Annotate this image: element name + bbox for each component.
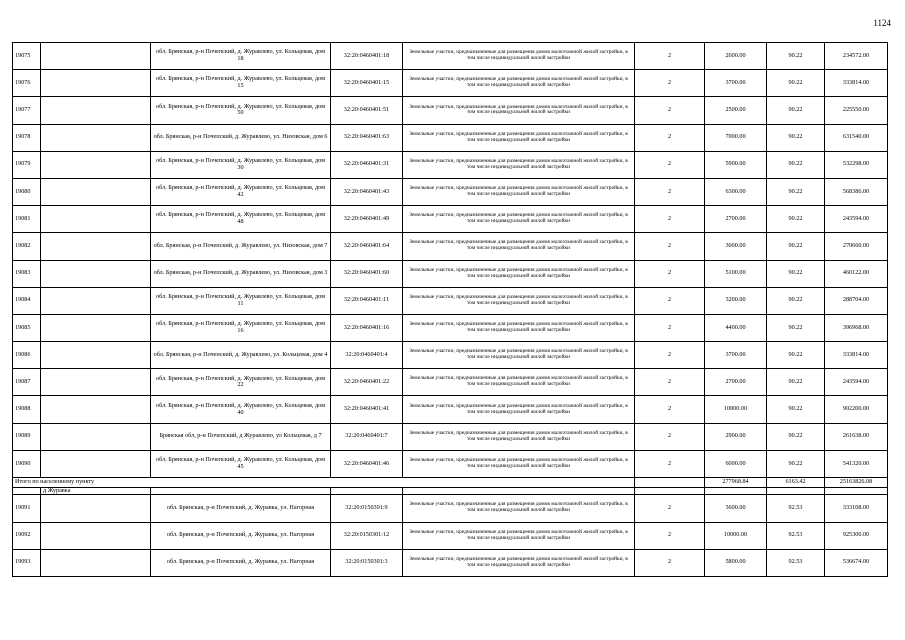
empty-cell (41, 124, 151, 151)
specific-value: 90.22 (767, 314, 825, 341)
record-number: 19081 (13, 206, 41, 233)
address-cell: обл. Брянская, р-н Почепский, д. Журавлево, ул. Кольцевая, дом 40 (151, 396, 331, 423)
table-row (13, 97, 888, 124)
address-cell: обл. Брянская, р-н Почепский, д. Журавлево, ул. Кольцевая, дом 42 (151, 178, 331, 205)
empty-cell (41, 97, 151, 124)
total-value: 25163826.08 (825, 478, 888, 488)
table-row (13, 450, 888, 477)
total-area: 277968.84 (705, 478, 767, 488)
cadastral-number: 32:20:0460401:22 (331, 369, 403, 396)
settlement-empty-cell (151, 487, 331, 495)
area-value: 2700.00 (705, 369, 767, 396)
address-cell: обл. Брянская, р-н Почепский, д. Журавлево, ул. Кольцевая, дом 50 (151, 97, 331, 124)
cadastral-number: 32:20:0460401:18 (331, 43, 403, 70)
cadastral-value: 460122.00 (825, 260, 888, 287)
land-registry-table (12, 42, 888, 577)
total-group-cell (635, 478, 705, 488)
empty-cell (41, 206, 151, 233)
settlement-empty-cell (331, 487, 403, 495)
land-use-type: Земельные участки, предназначенные для размещения домов малоэтажной жилой застройки, в том числе индивидуальной жилой застройки (403, 369, 635, 396)
area-value: 2700.00 (705, 206, 767, 233)
cadastral-value: 536674.00 (825, 549, 888, 576)
group-number: 2 (635, 495, 705, 522)
specific-value: 90.22 (767, 233, 825, 260)
cadastral-number: 32:20:0460401:46 (331, 450, 403, 477)
address-cell: обл. Брянская, р-н Почепский, д. Журавлево, ул. Кольцевая, дом 18 (151, 43, 331, 70)
specific-value: 90.22 (767, 97, 825, 124)
record-number: 19087 (13, 369, 41, 396)
settlement-total-row (13, 478, 888, 488)
cadastral-number: 32:20:0460401:7 (331, 423, 403, 450)
cadastral-value: 902200.00 (825, 396, 888, 423)
specific-value: 90.22 (767, 178, 825, 205)
empty-cell (41, 178, 151, 205)
address-cell: обл. Брянская, р-н Почепский, д. Журавка, ул. Нагорная (151, 495, 331, 522)
empty-cell (41, 369, 151, 396)
cadastral-value: 925300.00 (825, 522, 888, 549)
table-row (13, 124, 888, 151)
land-use-type: Земельные участки, предназначенные для размещения домов малоэтажной жилой застройки, в том числе индивидуальной жилой застройки (403, 450, 635, 477)
land-use-type: Земельные участки, предназначенные для размещения домов малоэтажной жилой застройки, в том числе индивидуальной жилой застройки (403, 314, 635, 341)
land-use-type: Земельные участки, предназначенные для размещения домов малоэтажной жилой застройки, в том числе индивидуальной жилой застройки (403, 151, 635, 178)
address-cell: обл. Брянская, р-н Почепский, д. Журавлево, ул. Кольцевая, дом 48 (151, 206, 331, 233)
specific-value: 90.22 (767, 70, 825, 97)
address-cell: обл. Брянская, р-н Почепский, д. Журавлево, ул. Низовская, дом 6 (151, 124, 331, 151)
cadastral-number: 32:20:0460401:43 (331, 178, 403, 205)
cadastral-value: 270660.00 (825, 233, 888, 260)
address-cell: обл. Брянская, р-н Почепский, д. Журавлево, ул. Низовская, дом 7 (151, 233, 331, 260)
land-use-type: Земельные участки, предназначенные для размещения домов малоэтажной жилой застройки, в том числе индивидуальной жилой застройки (403, 260, 635, 287)
land-use-type: Земельные участки, предназначенные для размещения домов малоэтажной жилой застройки, в том числе индивидуальной жилой застройки (403, 70, 635, 97)
cadastral-number: 32:20:0460401:15 (331, 70, 403, 97)
empty-cell (41, 70, 151, 97)
page-number: 1124 (873, 18, 891, 28)
land-use-type: Земельные участки, предназначенные для размещения домов малоэтажной жилой застройки, в том числе индивидуальной жилой застройки (403, 287, 635, 314)
area-value: 6000.00 (705, 450, 767, 477)
group-number: 2 (635, 97, 705, 124)
cadastral-value: 234572.00 (825, 43, 888, 70)
record-number: 19090 (13, 450, 41, 477)
specific-value: 90.22 (767, 342, 825, 369)
address-cell: обл. Брянская, р-н Почепский, д. Журавлево, ул. Кольцевая, дом 4 (151, 342, 331, 369)
record-number: 19089 (13, 423, 41, 450)
table-row (13, 206, 888, 233)
record-number: 19082 (13, 233, 41, 260)
cadastral-number: 32:20:0150301:12 (331, 522, 403, 549)
table-row (13, 495, 888, 522)
empty-cell (41, 549, 151, 576)
record-number: 19077 (13, 97, 41, 124)
empty-cell (41, 287, 151, 314)
group-number: 2 (635, 423, 705, 450)
empty-cell (41, 43, 151, 70)
table-body-zhuravka (13, 495, 888, 577)
area-value: 4400.00 (705, 314, 767, 341)
table-row (13, 70, 888, 97)
address-cell: обл. Брянская, р-н Почепский, д. Журавка, ул. Нагорная (151, 549, 331, 576)
specific-value: 90.22 (767, 124, 825, 151)
group-number: 2 (635, 549, 705, 576)
record-number: 19075 (13, 43, 41, 70)
settlement-empty-cell (403, 487, 635, 495)
group-number: 2 (635, 396, 705, 423)
table-row (13, 369, 888, 396)
group-number: 2 (635, 70, 705, 97)
empty-cell (41, 396, 151, 423)
cadastral-value: 568386.00 (825, 178, 888, 205)
table-row (13, 233, 888, 260)
record-number: 19086 (13, 342, 41, 369)
settlement-name: д Журавка (41, 487, 151, 495)
area-value: 6300.00 (705, 178, 767, 205)
record-number: 19079 (13, 151, 41, 178)
group-number: 2 (635, 522, 705, 549)
group-number: 2 (635, 206, 705, 233)
land-use-type: Земельные участки, предназначенные для размещения домов малоэтажной жилой застройки, в том числе индивидуальной жилой застройки (403, 233, 635, 260)
table-row (13, 522, 888, 549)
record-number: 19076 (13, 70, 41, 97)
settlement-header-row (13, 487, 888, 495)
cadastral-value: 333814.00 (825, 342, 888, 369)
specific-value: 90.22 (767, 396, 825, 423)
record-number: 19080 (13, 178, 41, 205)
specific-value: 92.53 (767, 522, 825, 549)
cadastral-value: 225550.00 (825, 97, 888, 124)
table-row (13, 549, 888, 576)
cadastral-number: 32:20:0460401:11 (331, 287, 403, 314)
area-value: 3000.00 (705, 233, 767, 260)
table-row (13, 396, 888, 423)
specific-value: 90.22 (767, 369, 825, 396)
cadastral-value: 333814.00 (825, 70, 888, 97)
group-number: 2 (635, 43, 705, 70)
address-cell: обл. Брянская, р-н Почепский, д. Журавлево, ул. Кольцевая, дом 15 (151, 70, 331, 97)
area-value: 7000.00 (705, 124, 767, 151)
land-use-type: Земельные участки, предназначенные для размещения домов малоэтажной жилой застройки, в том числе индивидуальной жилой застройки (403, 495, 635, 522)
address-cell: обл. Брянская, р-н Почепский, д. Журавлево, ул. Кольцевая, дом 11 (151, 287, 331, 314)
record-number: 19078 (13, 124, 41, 151)
settlement-empty-cell (767, 487, 825, 495)
record-number: 19084 (13, 287, 41, 314)
group-number: 2 (635, 450, 705, 477)
specific-value: 90.22 (767, 423, 825, 450)
empty-cell (41, 522, 151, 549)
cadastral-number: 32:20:0460401:51 (331, 97, 403, 124)
cadastral-number: 32:20:0460401:63 (331, 124, 403, 151)
cadastral-number: 32:20:0460401:49 (331, 206, 403, 233)
address-cell: обл. Брянская, р-н Почепский, д. Журавлево, ул. Кольцевая, дом 30 (151, 151, 331, 178)
table-row (13, 151, 888, 178)
cadastral-number: 32:20:0460401:16 (331, 314, 403, 341)
empty-cell (41, 495, 151, 522)
total-rate: 6163.42 (767, 478, 825, 488)
table-row (13, 423, 888, 450)
land-use-type: Земельные участки, предназначенные для размещения домов малоэтажной жилой застройки, в том числе индивидуальной жилой застройки (403, 522, 635, 549)
empty-cell (41, 233, 151, 260)
area-value: 5100.00 (705, 260, 767, 287)
address-cell: Брянская обл, р-н Почепский, д Журавлево, ул Кольцевая, д 7 (151, 423, 331, 450)
area-value: 3700.00 (705, 70, 767, 97)
cadastral-number: 32:20:0460401:41 (331, 396, 403, 423)
specific-value: 92.53 (767, 549, 825, 576)
specific-value: 90.22 (767, 206, 825, 233)
cadastral-number: 32:20:0460401:4 (331, 342, 403, 369)
cadastral-value: 288704.00 (825, 287, 888, 314)
land-use-type: Земельные участки, предназначенные для размещения домов малоэтажной жилой застройки, в том числе индивидуальной жилой застройки (403, 178, 635, 205)
group-number: 2 (635, 342, 705, 369)
land-use-type: Земельные участки, предназначенные для размещения домов малоэтажной жилой застройки, в том числе индивидуальной жилой застройки (403, 43, 635, 70)
area-value: 10000.00 (705, 522, 767, 549)
settlement-empty-cell (705, 487, 767, 495)
record-number: 19091 (13, 495, 41, 522)
address-cell: обл. Брянская, р-н Почепский, д. Журавлево, ул. Низовская, дом 3 (151, 260, 331, 287)
cadastral-value: 631540.00 (825, 124, 888, 151)
empty-cell (41, 260, 151, 287)
empty-cell (41, 423, 151, 450)
cadastral-value: 541320.00 (825, 450, 888, 477)
group-number: 2 (635, 287, 705, 314)
cadastral-value: 396968.00 (825, 314, 888, 341)
cadastral-value: 243594.00 (825, 369, 888, 396)
table-row (13, 287, 888, 314)
cadastral-number: 32:20:0150301:9 (331, 495, 403, 522)
table-row (13, 43, 888, 70)
settlement-empty-cell (825, 487, 888, 495)
empty-cell (41, 314, 151, 341)
group-number: 2 (635, 151, 705, 178)
land-use-type: Земельные участки, предназначенные для размещения домов малоэтажной жилой застройки, в том числе индивидуальной жилой застройки (403, 206, 635, 233)
area-value: 10000.00 (705, 396, 767, 423)
address-cell: обл. Брянская, р-н Почепский, д. Журавка, ул. Нагорная (151, 522, 331, 549)
table-row (13, 314, 888, 341)
area-value: 3200.00 (705, 287, 767, 314)
record-number: 19083 (13, 260, 41, 287)
specific-value: 90.22 (767, 450, 825, 477)
record-number: 19088 (13, 396, 41, 423)
specific-value: 90.22 (767, 287, 825, 314)
cadastral-value: 261638.00 (825, 423, 888, 450)
area-value: 3700.00 (705, 342, 767, 369)
cadastral-value: 532298.00 (825, 151, 888, 178)
land-use-type: Земельные участки, предназначенные для размещения домов малоэтажной жилой застройки, в том числе индивидуальной жилой застройки (403, 124, 635, 151)
table-row (13, 342, 888, 369)
specific-value: 90.22 (767, 43, 825, 70)
empty-cell (41, 450, 151, 477)
specific-value: 92.53 (767, 495, 825, 522)
cadastral-number: 32:20:0460401:60 (331, 260, 403, 287)
table-body-zhuravlevo (13, 43, 888, 478)
area-value: 5900.00 (705, 151, 767, 178)
land-use-type: Земельные участки, предназначенные для размещения домов малоэтажной жилой застройки, в том числе индивидуальной жилой застройки (403, 97, 635, 124)
area-value: 2900.00 (705, 423, 767, 450)
group-number: 2 (635, 369, 705, 396)
group-number: 2 (635, 178, 705, 205)
empty-cell (41, 151, 151, 178)
table-body-total (13, 478, 888, 495)
land-use-type: Земельные участки, предназначенные для размещения домов малоэтажной жилой застройки, в том числе индивидуальной жилой застройки (403, 423, 635, 450)
specific-value: 90.22 (767, 151, 825, 178)
empty-cell (41, 342, 151, 369)
record-number: 19093 (13, 549, 41, 576)
cadastral-value: 333108.00 (825, 495, 888, 522)
address-cell: обл. Брянская, р-н Почепский, д. Журавлево, ул. Кольцевая, дом 22 (151, 369, 331, 396)
cadastral-value: 243594.00 (825, 206, 888, 233)
group-number: 2 (635, 233, 705, 260)
land-use-type: Земельные участки, предназначенные для размещения домов малоэтажной жилой застройки, в том числе индивидуальной жилой застройки (403, 342, 635, 369)
cadastral-number: 32:20:0460401:64 (331, 233, 403, 260)
land-use-type: Земельные участки, предназначенные для размещения домов малоэтажной жилой застройки, в том числе индивидуальной жилой застройки (403, 396, 635, 423)
total-label: Итого по населенному пункту (13, 478, 635, 488)
group-number: 2 (635, 124, 705, 151)
table-row (13, 178, 888, 205)
cadastral-number: 32:20:0460401:31 (331, 151, 403, 178)
land-use-type: Земельные участки, предназначенные для размещения домов малоэтажной жилой застройки, в том числе индивидуальной жилой застройки (403, 549, 635, 576)
record-number: 19092 (13, 522, 41, 549)
group-number: 2 (635, 260, 705, 287)
record-number: 19085 (13, 314, 41, 341)
address-cell: обл. Брянская, р-н Почепский, д. Журавлево, ул. Кольцевая, дом 45 (151, 450, 331, 477)
area-value: 3600.00 (705, 495, 767, 522)
settlement-id-cell (13, 487, 41, 495)
area-value: 2500.00 (705, 97, 767, 124)
settlement-empty-cell (635, 487, 705, 495)
cadastral-number: 32:20:0150301:3 (331, 549, 403, 576)
area-value: 2600.00 (705, 43, 767, 70)
address-cell: обл. Брянская, р-н Почепский, д. Журавлево, ул. Кольцевая, дом 16 (151, 314, 331, 341)
area-value: 5800.00 (705, 549, 767, 576)
specific-value: 90.22 (767, 260, 825, 287)
group-number: 2 (635, 314, 705, 341)
table-row (13, 260, 888, 287)
